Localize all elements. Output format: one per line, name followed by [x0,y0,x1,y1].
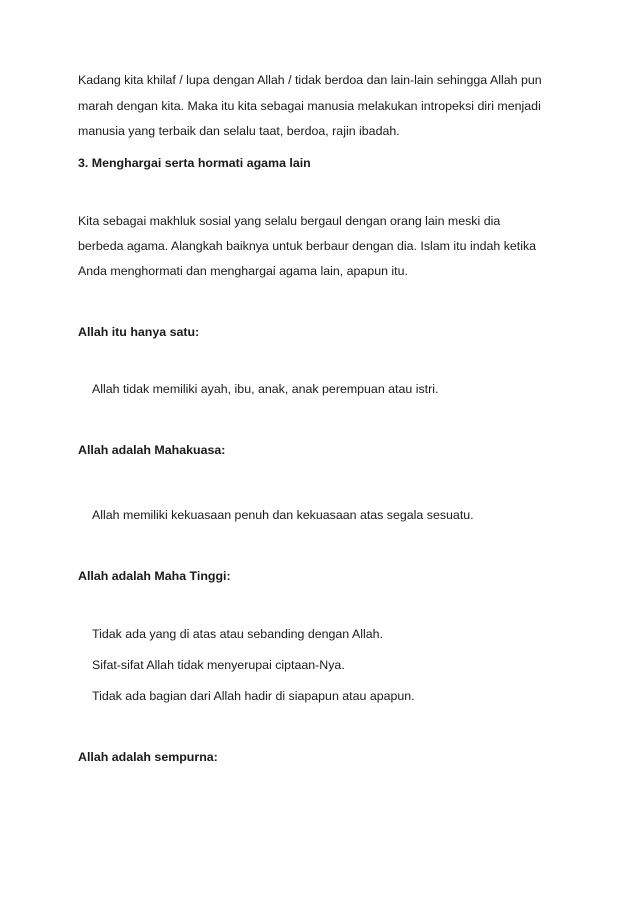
text-allah-mahatinggi-2: Sifat-sifat Allah tidak menyerupai ciptaan-Nya. [92,658,345,672]
paragraph-2-line-2: berbeda agama. Alangkah baiknya untuk berbaur dengan dia. Islam itu indah ketika [78,239,537,253]
text-allah-mahakuasa: Allah memiliki kekuasaan penuh dan kekuasaan atas segala sesuatu. [92,508,474,522]
heading-allah-mahakuasa: Allah adalah Mahakuasa: [78,443,226,457]
paragraph-2-line-3: Anda menghormati dan menghargai agama lain, apapun itu. [78,264,408,278]
paragraph-1-line-3: manusia yang terbaik dan selalu taat, berdoa, rajin ibadah. [78,124,400,138]
section-heading: 3. Menghargai serta hormati agama lain [78,156,311,170]
heading-allah-satu: Allah itu hanya satu: [78,325,200,339]
text-allah-mahatinggi-3: Tidak ada bagian dari Allah hadir di siapapun atau apapun. [92,689,415,703]
heading-allah-mahatinggi: Allah adalah Maha Tinggi: [78,569,231,583]
text-allah-satu: Allah tidak memiliki ayah, ibu, anak, anak perempuan atau istri. [92,382,439,396]
paragraph-2-line-1: Kita sebagai makhluk sosial yang selalu bergaul dengan orang lain meski dia [78,214,501,228]
paragraph-1-line-1: Kadang kita khilaf / lupa dengan Allah / tidak berdoa dan lain-lain sehingga Allah pun [78,73,542,87]
paragraph-1-line-2: marah dengan kita. Maka itu kita sebagai manusia melakukan intropeksi diri menjadi [78,99,541,113]
heading-allah-sempurna: Allah adalah sempurna: [78,750,218,764]
text-allah-mahatinggi-1: Tidak ada yang di atas atau sebanding dengan Allah. [92,627,383,641]
